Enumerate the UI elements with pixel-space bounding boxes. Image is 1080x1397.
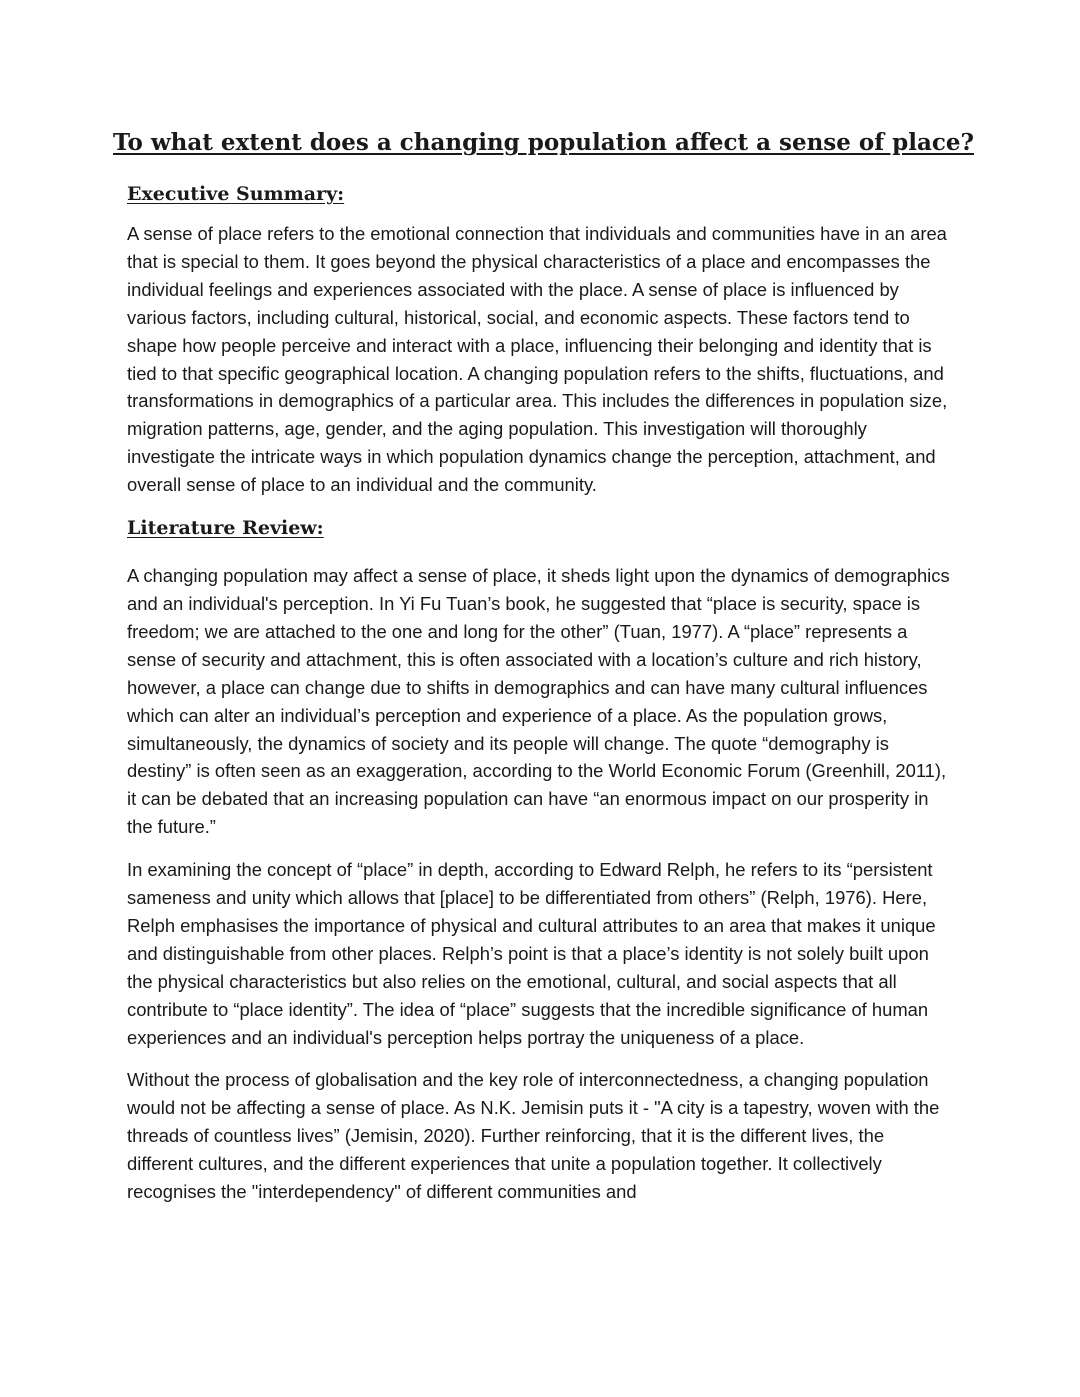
executive-summary-paragraph: A sense of place refers to the emotional connection that individuals and communities have in an area that is special to them. It goes beyond the physical characteristics of a place and encompasses the individual feelings and experiences associated with the place. A sense of place is influenced by various factors, including cultural, historical, social, and economic aspects. These factors tend to shape how people perceive and interact with a place, influencing their belonging and identity that is tied to that specific geographical location. A changing population refers to the shifts, fluctuations, and transformations in demographics of a particular area. This includes the differences in population size, migration patterns, age, gender, and the aging population. This investigation will thoroughly investigate the intricate ways in which population dynamics change the perception, attachment, and overall sense of place to an individual and the community. [127, 223, 948, 496]
executive-summary-heading: Executive Summary: [127, 183, 345, 205]
literature-review-heading: Literature Review: [127, 517, 324, 540]
document-title: To what extent does a changing population affect a sense of place? [113, 129, 974, 156]
document-page [113, 126, 974, 1206]
literature-review-paragraph: Without the process of globalisation and the key role of interconnectedness, a changing population would not be affecting a sense of place. As N.K. Jemisin puts it - "A city is a tapestry, woven with the threads of countless lives” (Jemisin, 2020). Further reinforcing, that it is the different lives, the different cultures, and the different experiences that unite a population together. It collectively recognises the "interdependency" of different communities and [127, 1069, 940, 1203]
literature-review-paragraph: In examining the concept of “place” in depth, according to Edward Relph, he refers to its “persistent sameness and unity which allows that [place] to be differentiated from others” (Relph, 1976). Here, Relph emphasises the importance of physical and cultural attributes to an area that makes it unique and distinguishable from other places. Relph’s point is that a place’s identity is not solely built upon the physical characteristics but also relies on the emotional, cultural, and social aspects that all contribute to “place identity”. The idea of “place” suggests that the incredible significance of human experiences and an individual's perception helps portray the uniqueness of a place. [127, 859, 936, 1048]
literature-review-paragraph: A changing population may affect a sense of place, it sheds light upon the dynamics of demographics and an individual's perception. In Yi Fu Tuan’s book, he suggested that “place is security, space is freedom; we are attached to the one and long for the other” (Tuan, 1977). A “place” represents a sense of security and attachment, this is often associated with a location’s culture and rich history, however, a place can change due to shifts in demographics and can have many cultural influences which can alter an individual’s perception and experience of a place. As the population grows, simultaneously, the dynamics of society and its people will change. The quote “demography is destiny” is often seen as an exaggeration, according to the World Economic Forum (Greenhill, 2011), it can be debated that an increasing population can have “an enormous impact on our prosperity in the future.” [127, 565, 950, 838]
